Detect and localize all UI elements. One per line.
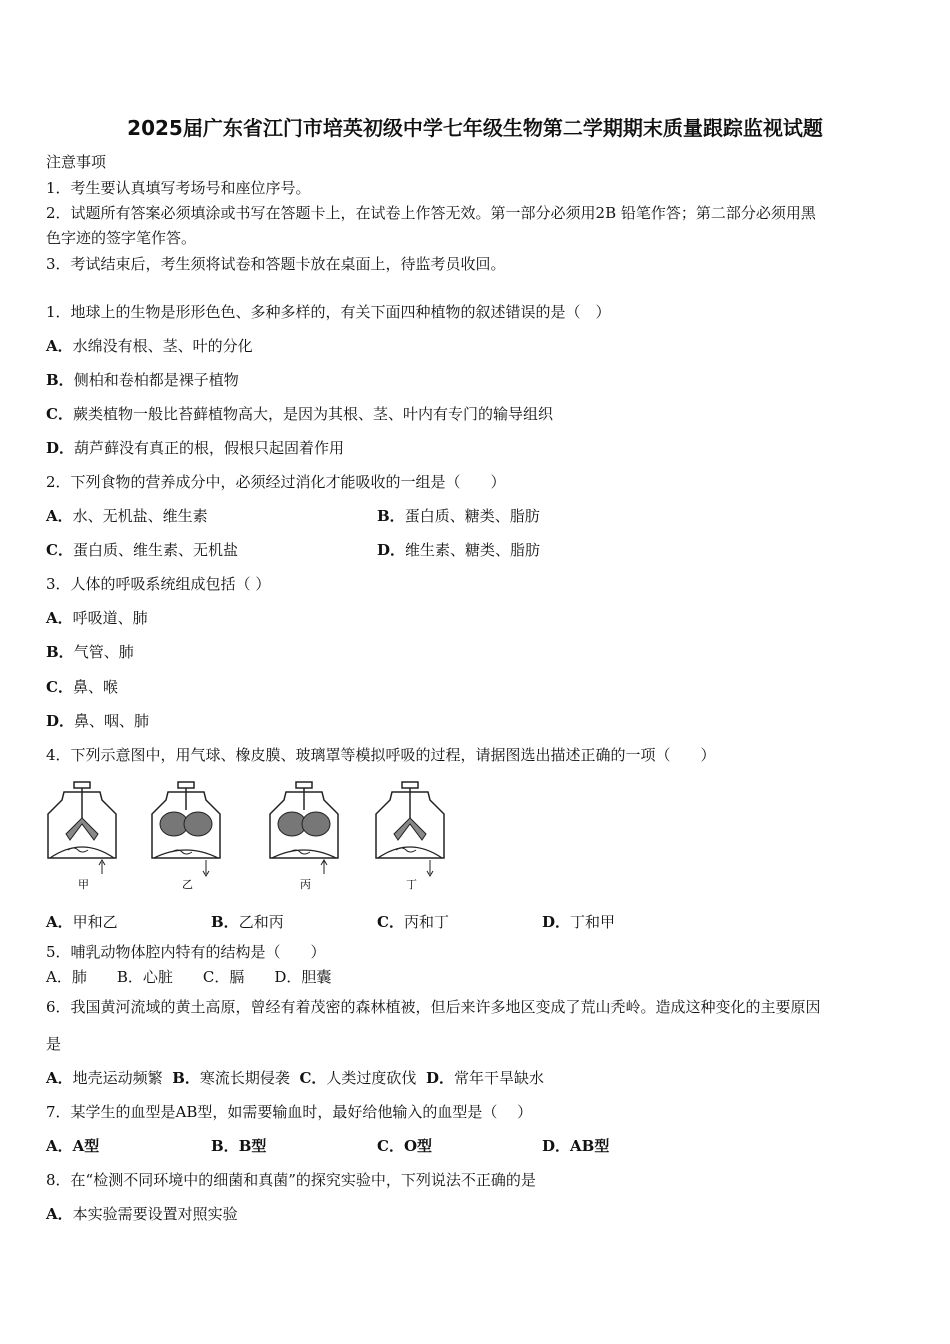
option-letter: C． [46,678,73,696]
q7-option-a [46,1135,99,1156]
q3-option-d [46,710,149,731]
option-letter: D． [542,1137,571,1155]
option-letter: D． [46,712,75,730]
q2-option-c [46,539,238,560]
q7-option-c [377,1135,432,1156]
q2-stem: 2．下列食物的营养成分中，必须经过消化才能吸收的一组是（ ） [46,473,506,491]
q5-stem: 5．哺乳动物体腔内特有的结构是（ ） [46,943,326,961]
option-text: AB型 [570,1137,610,1155]
q3-stem: 3．人体的呼吸系统组成包括（ ） [46,575,271,593]
q6-stem: 6．我国黄河流域的黄土高原，曾经有着茂密的森林植被，但后来许多地区变成了荒山秃岭。造成这种变化的主要原因 [46,998,821,1016]
q2-option-d [377,539,540,560]
q8-stem: 8．在“检测不同环境中的细菌和真菌”的探究实验中，下列说法不正确的是 [46,1171,536,1189]
option-letter: B． [211,1137,239,1155]
q1-option-d [46,437,344,458]
option-letter: A． [46,337,73,355]
q1-option-a [46,335,253,356]
option-letter: A． [46,507,73,525]
option-letter: A． [46,1205,73,1223]
option-text: 鼻、喉 [72,678,118,696]
option-letter: B． [46,643,74,661]
notice-item-3: 3．考试结束后，考生须将试卷和答题卡放在桌面上，待监考员收回。 [46,255,506,273]
option-letter: A． [46,609,73,627]
bell-jar-diagram-ding [372,778,452,898]
option-text: 本实验需要设置对照实验 [72,1205,238,1223]
page-title: 2025届广东省江门市培英初级中学七年级生物第二学期期末质量跟踪监视试题 [127,116,823,140]
option-text: 鼻、咽、肺 [74,712,150,730]
option-text: 丁和甲 [570,913,616,931]
q7-option-b [211,1135,266,1156]
q4-stem: 4．下列示意图中，用气球、橡皮膜、玻璃罩等模拟呼吸的过程，请据图选出描述正确的一项（ ） [46,746,716,764]
option-text: 乙和丙 [238,913,284,931]
option-text: 地壳运动频繁 [72,1069,163,1087]
notice-heading: 注意事项 [46,153,107,171]
option-text: 蛋白质、维生素、无机盐 [72,541,238,559]
option-text: 人类过度砍伐 [326,1069,417,1087]
option-text: 常年干旱缺水 [453,1069,544,1087]
notice-item-1: 1．考生要认真填写考场号和座位序号。 [46,179,311,197]
q5-options: A．肺 B．心脏 C．膈 D．胆囊 [46,968,332,986]
option-letter: D． [46,439,75,457]
q1-option-b [46,369,239,390]
q4-option-c [377,911,449,932]
q6-option-b [172,1069,290,1087]
option-text: B型 [238,1137,267,1155]
option-text: 维生素、糖类、脂肪 [405,541,541,559]
figure-label-jia: 甲 [78,878,89,891]
option-letter: C． [46,405,73,423]
option-letter: D． [377,541,406,559]
notice-item-2: 2．试题所有答案必须填涂或书写在答题卡上，在试卷上作答无效。第一部分必须用2B 铅笔作答；第二部分必须用黑 [46,204,816,222]
option-text: 水绵没有根、茎、叶的分化 [72,337,253,355]
figure-label-yi: 乙 [182,878,193,891]
option-letter: C． [46,541,73,559]
option-text: 水、无机盐、维生素 [72,507,208,525]
q4-option-b [211,911,284,932]
q6-stem-cont: 是 [46,1035,62,1053]
option-letter: D． [542,913,571,931]
option-text: 蕨类植物一般比苔藓植物高大，是因为其根、茎、叶内有专门的输导组织 [72,405,553,423]
q3-option-b [46,641,134,662]
q6-option-a [46,1069,163,1087]
option-letter: D． [425,1069,454,1087]
figure-label-ding: 丁 [406,878,417,891]
option-letter: A． [46,1069,73,1087]
option-letter: A． [46,913,73,931]
q6-option-c [299,1069,416,1087]
option-text: 侧柏和卷柏都是裸子植物 [73,371,239,389]
option-text: O型 [403,1137,433,1155]
option-text: A型 [72,1137,100,1155]
option-letter: C． [377,913,404,931]
option-letter: B． [377,507,405,525]
option-text: 寒流长期侵袭 [199,1069,290,1087]
option-letter: B． [172,1069,200,1087]
option-text: 甲和乙 [72,913,118,931]
option-text: 蛋白质、糖类、脂肪 [404,507,540,525]
option-text: 丙和丁 [403,913,449,931]
option-letter: C． [377,1137,404,1155]
q2-option-a [46,505,208,526]
q7-option-d [542,1135,609,1156]
q7-stem: 7．某学生的血型是AB型，如需要输血时，最好给他输入的血型是（ ） [46,1103,533,1121]
bell-jar-diagram-jia [44,778,124,898]
q3-option-a [46,607,148,628]
notice-item-2-cont: 色字迹的签字笔作答。 [46,229,197,247]
bell-jar-diagram-yi [148,778,228,898]
option-letter: C． [299,1069,327,1087]
q4-option-a [46,911,118,932]
bell-jar-diagram-bing [266,778,346,898]
figure-label-bing: 丙 [300,878,311,891]
q8-option-a [46,1203,238,1224]
q2-option-b [377,505,540,526]
option-text: 气管、肺 [73,643,134,661]
q3-option-c [46,676,118,697]
q1-stem: 1．地球上的生物是形形色色、多种多样的，有关下面四种植物的叙述错误的是（ ） [46,303,611,321]
q6-option-d [426,1069,544,1087]
option-letter: A． [46,1137,73,1155]
option-text: 葫芦藓没有真正的根，假根只起固着作用 [74,439,345,457]
option-letter: B． [211,913,239,931]
q4-option-d [542,911,615,932]
q1-option-c [46,403,553,424]
option-text: 呼吸道、肺 [72,609,148,627]
q6-options [46,1067,544,1088]
option-letter: B． [46,371,74,389]
